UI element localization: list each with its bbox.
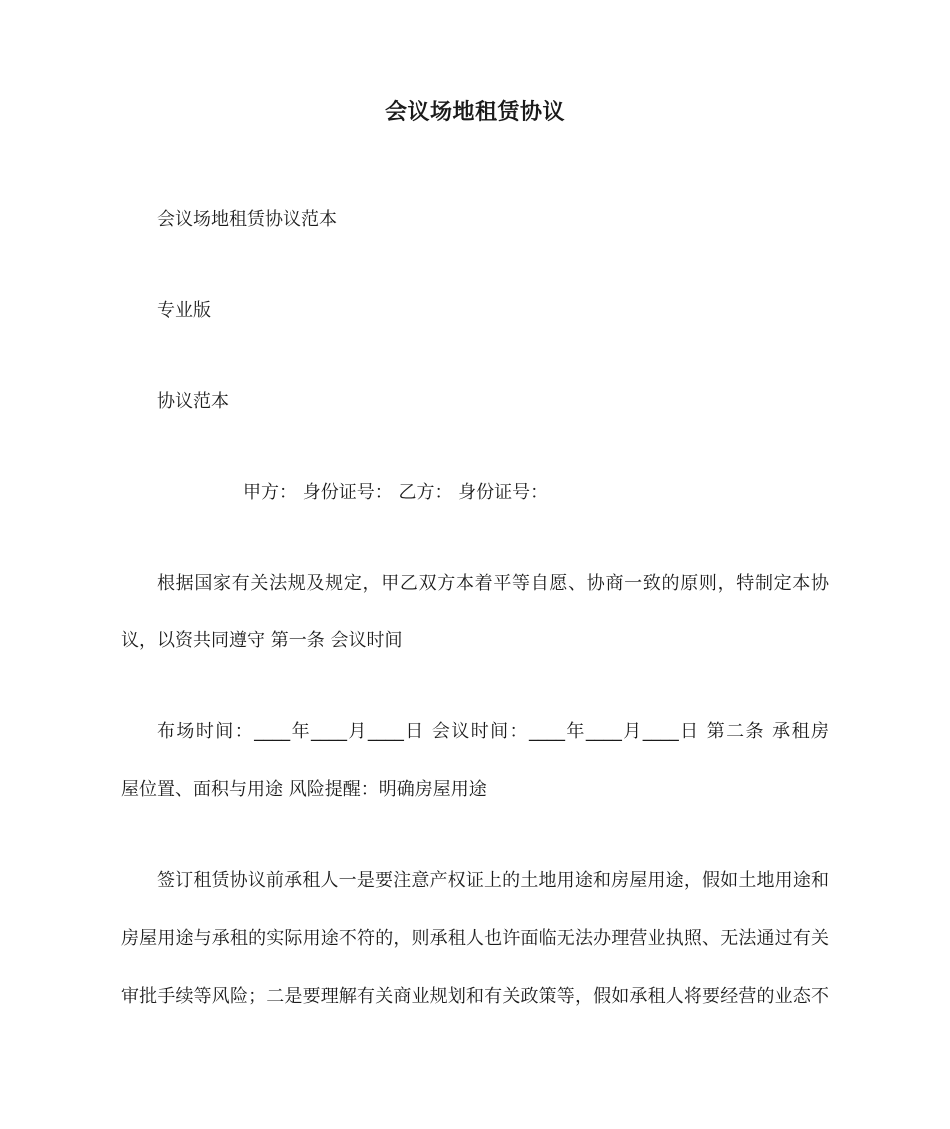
parties-line: 甲方： 身份证号： 乙方： 身份证号： xyxy=(243,482,549,503)
paragraph-line: 议，以资共同遵守 第一条 会议时间 xyxy=(121,630,403,651)
document-title: 会议场地租赁协议 xyxy=(384,100,565,125)
paragraph-line: 屋位置、面积与用途 风险提醒：明确房屋用途 xyxy=(121,779,487,800)
paragraph-line: 房屋用途与承租的实际用途不符的，则承租人也许面临无法办理营业执照、无法通过有关 xyxy=(121,928,829,949)
paragraph-line: 签订租赁协议前承租人一是要注意产权证上的土地用途和房屋用途，假如土地用途和 xyxy=(157,870,829,891)
paragraph-line: 布场时间：____年____月____日 会议时间：____年____月____日 第二条 承租房 xyxy=(157,721,829,742)
paragraph-line: 根据国家有关法规及规定，甲乙双方本着平等自愿、协商一致的原则，特制定本协 xyxy=(157,573,829,594)
subtitle-line: 会议场地租赁协议范本 xyxy=(157,209,337,230)
paragraph-line: 审批手续等风险；二是要理解有关商业规划和有关政策等，假如承租人将要经营的业态不 xyxy=(121,986,829,1007)
edition-line: 专业版 xyxy=(157,300,211,321)
template-line: 协议范本 xyxy=(157,391,229,412)
